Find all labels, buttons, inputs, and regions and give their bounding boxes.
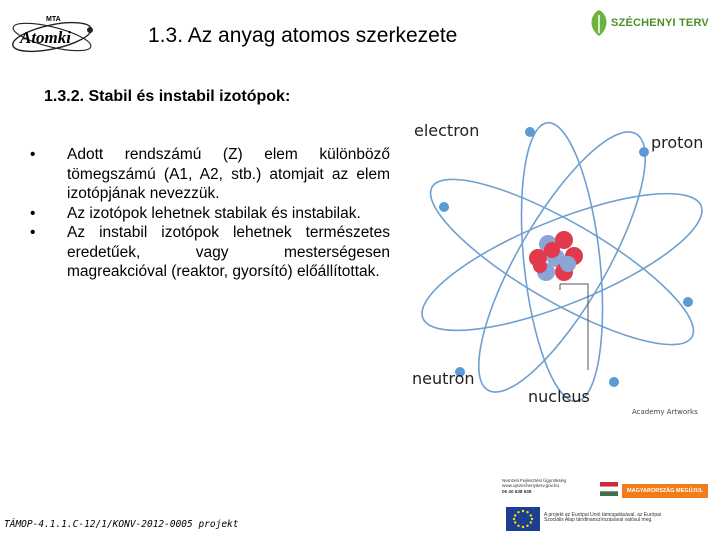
nfu-line-2: www.ujszechenyiterv.gov.hu bbox=[502, 483, 560, 489]
figure-credit: Academy Artworks bbox=[632, 408, 698, 416]
label-proton: proton bbox=[651, 133, 704, 152]
hungary-renewal-banner: MAGYARORSZÁG MEGÚJUL bbox=[622, 484, 708, 498]
nfu-banner bbox=[502, 476, 712, 506]
bullet-marker: • bbox=[30, 224, 36, 241]
leaf-icon bbox=[587, 9, 611, 37]
label-electron: electron bbox=[414, 121, 480, 140]
eu-flag-icon bbox=[506, 507, 540, 531]
bullet-text: Adott rendszámú (Z) elem különböző tömegszámú (A1, A2, stb.) atomjait az elem izotópjának nevezzük. bbox=[67, 146, 390, 202]
atomki-logo-text: Atomki bbox=[20, 28, 72, 47]
eu-line-2: Szociális Alap társfinanszírozásával valósul meg. bbox=[544, 517, 653, 524]
nfu-line-3: 06 40 638 638 bbox=[502, 488, 532, 494]
szechenyi-terv-text: SZÉCHENYI TERV bbox=[611, 17, 709, 29]
bullet-item bbox=[22, 204, 390, 224]
atomki-logo bbox=[6, 6, 98, 68]
nfu-line-1: Nemzeti Fejlesztési Ügynökség bbox=[502, 478, 567, 483]
bullet-item bbox=[22, 223, 390, 282]
bullet-marker: • bbox=[30, 146, 36, 163]
project-id: TÁMOP-4.1.1.C-12/1/KONV-2012-0005 projekt bbox=[4, 519, 239, 530]
bullet-marker: • bbox=[30, 204, 36, 222]
bullet-list bbox=[22, 145, 390, 282]
slide-title: 1.3. Az anyag atomos szerkezete bbox=[148, 24, 458, 47]
atom-diagram-graphic bbox=[400, 112, 718, 422]
atom-diagram bbox=[400, 112, 718, 422]
bullet-item bbox=[22, 145, 390, 204]
hungary-flag-icon bbox=[600, 482, 618, 496]
szechenyi-terv-logo bbox=[585, 8, 715, 38]
section-subtitle: 1.3.2. Stabil és instabil izotópok: bbox=[44, 88, 291, 105]
eu-line-1: A projekt az Európai Unió támogatásával, az Európai bbox=[544, 512, 662, 518]
label-nucleus: nucleus bbox=[528, 387, 590, 406]
bullet-text: Az izotópok lehetnek stabilak és instabilak. bbox=[67, 204, 361, 222]
atomki-logo-mta: MTA bbox=[46, 16, 61, 23]
eu-support-banner bbox=[502, 506, 712, 532]
label-neutron: neutron bbox=[412, 369, 475, 388]
nucleus-cluster bbox=[529, 231, 583, 281]
bullet-text: Az instabil izotópok lehetnek természetes eredetűek, vagy mesterségesen magreakcióval (reaktor, gyorsító) előállítottak. bbox=[67, 224, 390, 280]
